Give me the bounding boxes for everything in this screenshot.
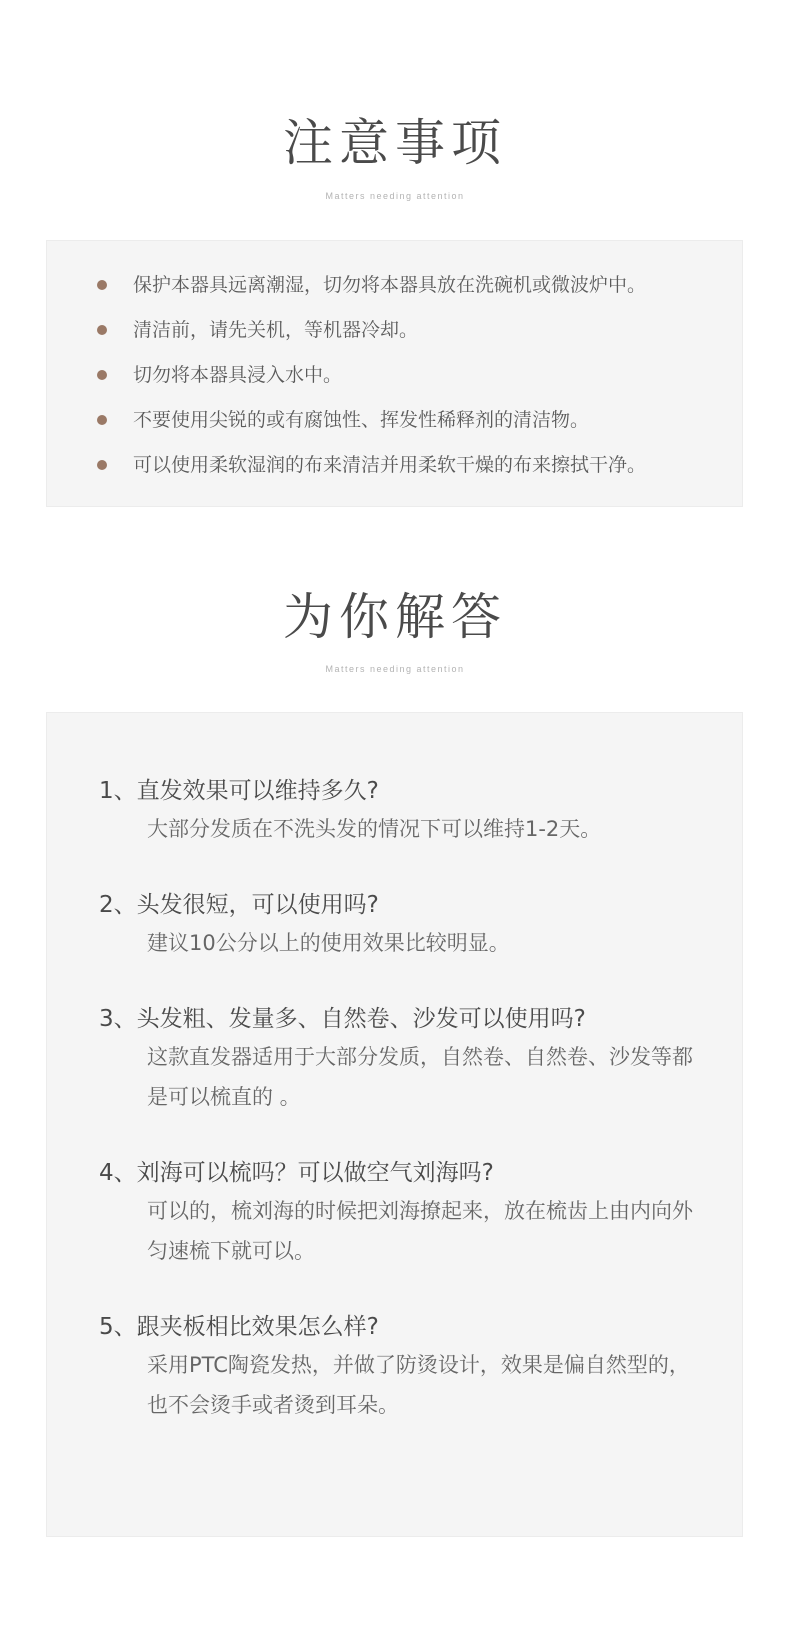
bullet-dot-icon [97, 415, 107, 425]
faq-answer: 建议10公分以上的使用效果比较明显。 [147, 931, 510, 955]
note-text: 不要使用尖锐的或有腐蚀性、挥发性稀释剂的清洁物。 [133, 409, 590, 431]
faq-question: 3、头发粗、发量多、自然卷、沙发可以使用吗? [99, 1006, 586, 1032]
faq-answer: 可以的，梳刘海的时候把刘海撩起来，放在梳齿上由内向外匀速梳下就可以。 [147, 1199, 693, 1263]
notes-panel [46, 240, 743, 507]
faq-item [99, 773, 699, 849]
faq-section-title: 为你解答 [283, 588, 507, 646]
faq-answer: 这款直发器适用于大部分发质，自然卷、自然卷、沙发等都是可以梳直的 。 [147, 1045, 693, 1109]
bullet-dot-icon [97, 325, 107, 335]
notes-list [97, 267, 646, 492]
faq-item [99, 1309, 699, 1425]
faq-answer: 采用PTC陶瓷发热，并做了防烫设计，效果是偏自然型的，也不会烫手或者烫到耳朵。 [147, 1353, 690, 1417]
note-text: 保护本器具远离潮湿，切勿将本器具放在洗碗机或微波炉中。 [133, 274, 647, 296]
note-item [97, 447, 646, 492]
faq-question: 4、刘海可以梳吗？可以做空气刘海吗? [99, 1160, 494, 1186]
faq-section-subtitle: Matters needing attention [325, 664, 465, 674]
note-text: 清洁前，请先关机，等机器冷却。 [133, 319, 419, 341]
notes-section-subtitle: Matters needing attention [325, 191, 465, 201]
faq-item [99, 1155, 699, 1271]
note-text: 切勿将本器具浸入水中。 [133, 364, 343, 386]
note-item [97, 402, 646, 447]
faq-question: 2、头发很短，可以使用吗? [99, 892, 379, 918]
faq-item [99, 1001, 699, 1117]
bullet-dot-icon [97, 280, 107, 290]
faq-question: 1、直发效果可以维持多久? [99, 778, 379, 804]
note-item [97, 312, 646, 357]
bullet-dot-icon [97, 460, 107, 470]
faq-answer: 大部分发质在不洗头发的情况下可以维持1-2天。 [147, 817, 602, 841]
bullet-dot-icon [97, 370, 107, 380]
note-text: 可以使用柔软湿润的布来清洁并用柔软干燥的布来擦拭干净。 [133, 454, 647, 476]
note-item [97, 267, 646, 312]
faq-panel [46, 712, 743, 1537]
note-item [97, 357, 646, 402]
faq-list [99, 773, 699, 1463]
notes-section-title: 注意事项 [283, 114, 507, 172]
faq-item [99, 887, 699, 963]
faq-question: 5、跟夹板相比效果怎么样? [99, 1314, 379, 1340]
